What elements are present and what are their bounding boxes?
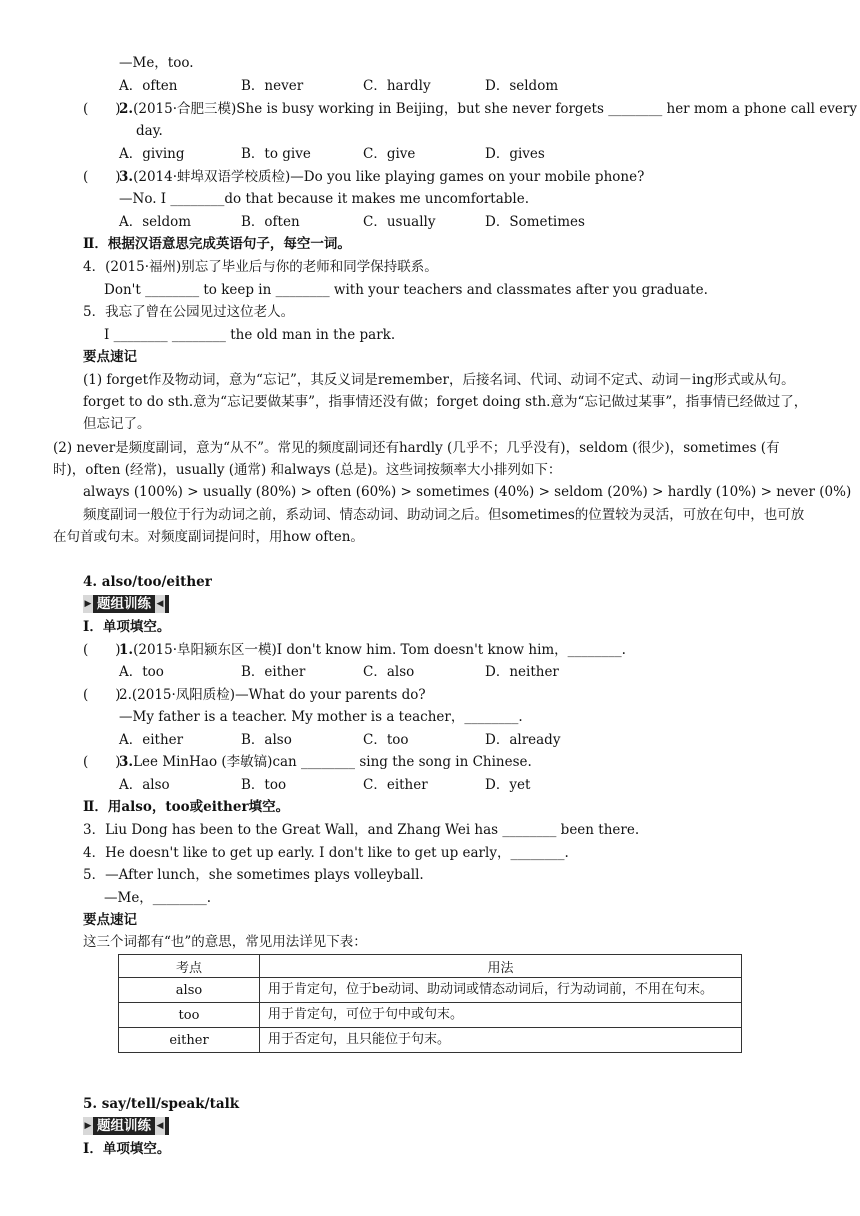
option-b: B．never (241, 78, 304, 94)
question-stem: (2015·合肥三模)She is busy working in Beijing，but she never forgets ________ her mom a phone call every (133, 101, 857, 117)
notes-title: 要点速记 (83, 912, 137, 928)
table-row (119, 978, 742, 1003)
answer-blank: ( ) (83, 754, 121, 770)
practice-tag (83, 1117, 169, 1135)
question-stem: (2015·凤阳质检)—What do your parents do? (131, 687, 426, 703)
play-left-icon: ◀ (155, 1117, 165, 1135)
option-b: B．either (241, 664, 306, 680)
option-a: A．also (119, 777, 170, 793)
q2-stem-cont: day. (136, 123, 163, 139)
q1-reply: —Me，too. (119, 55, 194, 71)
option-d: D．gives (485, 146, 545, 162)
table-cell-word: also (119, 978, 260, 1003)
q1-stem-line (83, 639, 808, 661)
usage-table (118, 954, 742, 1053)
option-c: C．hardly (363, 78, 431, 94)
q4-chinese: 4．(2015·福州)别忘了毕业后与你的老师和同学保持联系。 (83, 259, 438, 275)
q2-stem-line (83, 98, 857, 120)
fill-q4: 4．He doesn't like to get up early. I don't like to get up early，________. (83, 845, 569, 861)
question-number: 1. (119, 642, 134, 658)
practice-tag (83, 595, 169, 613)
q4-english: Don't ________ to keep in ________ with your teachers and classmates after you graduate. (104, 282, 708, 298)
practice-tag-label: 题组训练 (97, 1118, 151, 1134)
option-d: D．seldom (485, 78, 559, 94)
question-stem: Lee MinHao (李敏镐)can ________ sing the song in Chinese. (133, 754, 532, 770)
q2-options (119, 143, 808, 165)
question-number: 2. (119, 687, 132, 703)
note-position: 频度副词一般位于行为动词之前，系动词、情态动词、助动词之后。但sometimes的位置较为灵活，可放在句中，也可放在句首或句末。对频度副词提问时，用how often。 (53, 507, 805, 545)
option-d: D．already (485, 732, 561, 748)
option-d: D．Sometimes (485, 214, 585, 230)
option-c: C．also (363, 664, 415, 680)
q3-line2: —No. I ________do that because it makes me uncomfortable. (119, 191, 530, 207)
table-header-row (119, 955, 742, 978)
answer-blank: ( ) (83, 687, 121, 703)
part2-title: Ⅱ．用also，too或either填空。 (83, 799, 290, 815)
q5-english: I ________ ________ the old man in the park. (104, 327, 396, 343)
table-cell-usage: 用于肯定句，位于be动词、助动词或情态动词后，行为动词前，不用在句末。 (260, 978, 742, 1003)
option-b: B．also (241, 732, 292, 748)
table-row (119, 1028, 742, 1053)
q1-options (119, 661, 808, 683)
q2-options (119, 729, 808, 751)
table-row (119, 1003, 742, 1028)
option-d: D．yet (485, 777, 531, 793)
question-stem: (2014·蚌埠双语学校质检)—Do you like playing games on your mobile phone? (133, 169, 645, 185)
q3-options (119, 774, 808, 796)
option-a: A．often (119, 78, 178, 94)
q3-stem-line (83, 166, 808, 188)
option-d: D．neither (485, 664, 559, 680)
q2-stem-line (83, 684, 808, 706)
note-never: (2) never是频度副词，意为“从不”。常见的频度副词还有hardly (几乎不；几乎没有)，seldom (很少)，sometimes (有时)，often (经常)，usually (通常) 和always (总是)。这些词按频率大小排列如下： (53, 440, 780, 478)
option-b: B．too (241, 777, 287, 793)
q3-stem-line (83, 751, 808, 773)
section-heading-also-too-either: 4. also/too/either (83, 574, 212, 590)
option-c: C．too (363, 732, 409, 748)
question-number: 2. (119, 101, 134, 117)
part1-title: Ⅰ．单项填空。 (83, 1141, 171, 1157)
table-header-cell: 用法 (260, 955, 742, 978)
table-intro: 这三个词都有“也”的意思，常见用法详见下表： (83, 934, 367, 950)
practice-tag-label: 题组训练 (97, 596, 151, 612)
question-number: 3. (119, 754, 134, 770)
option-c: C．either (363, 777, 428, 793)
answer-blank: ( ) (83, 101, 121, 117)
table-cell-word: too (119, 1003, 260, 1028)
option-a: A．either (119, 732, 184, 748)
fill-q5-reply: —Me，________. (104, 890, 212, 906)
table-cell-usage: 用于肯定句，可位于句中或句末。 (260, 1003, 742, 1028)
option-a: A．too (119, 664, 164, 680)
q3-options (119, 211, 808, 233)
option-b: B．to give (241, 146, 311, 162)
play-left-icon: ◀ (155, 595, 165, 613)
note-frequency-order: always (100%) > usually (80%) > often (60%) > sometimes (40%) > seldom (20%) > hardly (10%) > never (0%) (83, 484, 852, 500)
table-header-cell: 考点 (119, 955, 260, 978)
question-number: 3. (119, 169, 134, 185)
question-stem: (2015·阜阳颍东区一模)I don't know him. Tom doesn't know him，________. (133, 642, 626, 658)
q1-options (119, 75, 808, 97)
play-right-icon: ▶ (83, 595, 93, 613)
table-cell-word: either (119, 1028, 260, 1053)
q5-chinese: 5．我忘了曾在公园见过这位老人。 (83, 304, 295, 320)
note-forget: (1) forget作及物动词，意为“忘记”，其反义词是remember，后接名词、代词、动词不定式、动词－ing形式或从句。forget to do sth.意为“忘记要做某事”，指事情还没有做；forget doing sth.意为“忘记做过某事”，指事情已经做过了，但忘记了。 (83, 372, 808, 432)
answer-blank: ( ) (83, 169, 121, 185)
section-heading-say-tell-speak-talk: 5. say/tell/speak/talk (83, 1096, 240, 1112)
table-cell-usage: 用于否定句，且只能位于句末。 (260, 1028, 742, 1053)
notes-title: 要点速记 (83, 349, 137, 365)
fill-q3: 3．Liu Dong has been to the Great Wall，and Zhang Wei has ________ been there. (83, 822, 640, 838)
play-right-icon: ▶ (83, 1117, 93, 1135)
fill-q5: 5．—After lunch，she sometimes plays volleyball. (83, 867, 424, 883)
option-c: C．give (363, 146, 416, 162)
option-c: C．usually (363, 214, 436, 230)
q2-line2: —My father is a teacher. My mother is a teacher，________. (119, 709, 523, 725)
part1-title: Ⅰ．单项填空。 (83, 619, 171, 635)
option-b: B．often (241, 214, 300, 230)
option-a: A．giving (119, 146, 185, 162)
answer-blank: ( ) (83, 642, 121, 658)
part2-title: Ⅱ．根据汉语意思完成英语句子，每空一词。 (83, 236, 351, 252)
option-a: A．seldom (119, 214, 192, 230)
